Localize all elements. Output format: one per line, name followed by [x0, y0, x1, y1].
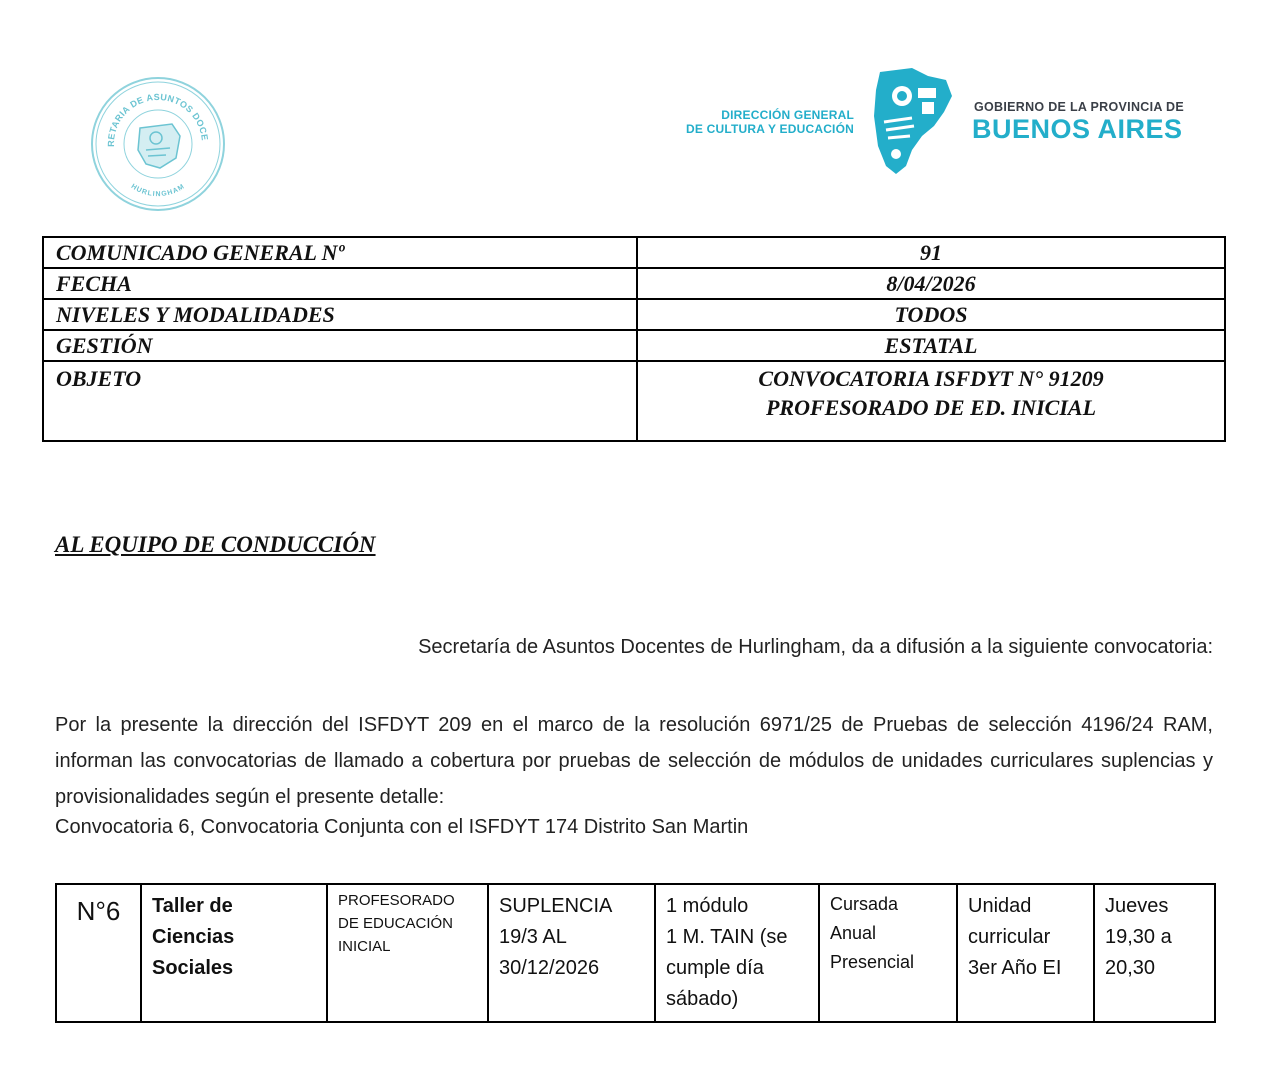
header-value: TODOS	[637, 299, 1225, 330]
table-row	[43, 268, 1225, 299]
comunicado-header-table	[42, 236, 1226, 442]
gobierno-buenos-aires-logo	[676, 66, 1236, 182]
table-row	[43, 299, 1225, 330]
cell-suplencia: SUPLENCIA 19/3 AL 30/12/2026	[488, 884, 655, 1022]
intro-text: Secretaría de Asuntos Docentes de Hurlingham, da a difusión a la siguiente convocatoria:	[418, 636, 1213, 658]
heading-equipo: AL EQUIPO DE CONDUCCIÓN	[55, 532, 376, 557]
header-value: CONVOCATORIA ISFDYT N° 91209 PROFESORADO DE ED. INICIAL	[637, 361, 1225, 441]
secretaria-seal-logo	[90, 76, 226, 212]
header-value: 91	[637, 237, 1225, 268]
header-value: ESTATAL	[637, 330, 1225, 361]
cell-dia-horario: Jueves 19,30 a 20,30	[1094, 884, 1215, 1022]
header-label: COMUNICADO GENERAL Nº	[43, 237, 637, 268]
table-row	[43, 330, 1225, 361]
province-map-icon	[872, 66, 954, 178]
table-row	[43, 361, 1225, 441]
header-label: NIVELES Y MODALIDADES	[43, 299, 637, 330]
table-row	[43, 237, 1225, 268]
header-label: OBJETO	[43, 361, 637, 441]
header-label: GESTIÓN	[43, 330, 637, 361]
table-row	[56, 884, 1215, 1022]
body-paragraph: Por la presente la dirección del ISFDYT 209 en el marco de la resolución 6971/25 de Pruebas de selección 4196/24 RAM, informan las convocatorias de llamado a cobertura por pruebas de selección de módulos de unidades curriculares suplencias y provisionalidades según el presente detalle:	[55, 714, 1213, 808]
cell-taller: Taller de Ciencias Sociales	[141, 884, 327, 1022]
buenos-aires-label: BUENOS AIRES	[972, 114, 1183, 144]
cell-numero: N°6	[56, 884, 141, 1022]
header-label: FECHA	[43, 268, 637, 299]
cell-cursada: Cursada Anual Presencial	[819, 884, 957, 1022]
cell-profesorado: PROFESORADO DE EDUCACIÓN INICIAL	[327, 884, 488, 1022]
cell-unidad: Unidad curricular 3er Año EI	[957, 884, 1094, 1022]
convocatoria-detail-table	[55, 883, 1216, 1023]
dgce-label: DIRECCIÓN GENERAL DE CULTURA Y EDUCACIÓN	[686, 108, 854, 136]
svg-text:HURLINGHAM: HURLINGHAM	[129, 183, 187, 199]
header-value: 8/04/2026	[637, 268, 1225, 299]
convocatoria-line: Convocatoria 6, Convocatoria Conjunta con el ISFDYT 174 Distrito San Martin	[55, 816, 749, 838]
cell-modulo: 1 módulo 1 M. TAIN (se cumple día sábado)	[655, 884, 819, 1022]
gobierno-label: GOBIERNO DE LA PROVINCIA DE	[974, 100, 1184, 114]
svg-text:SECRETARIA DE ASUNTOS DOCENTES: RETARIA DE ASUNTOS DOCE	[105, 91, 210, 147]
